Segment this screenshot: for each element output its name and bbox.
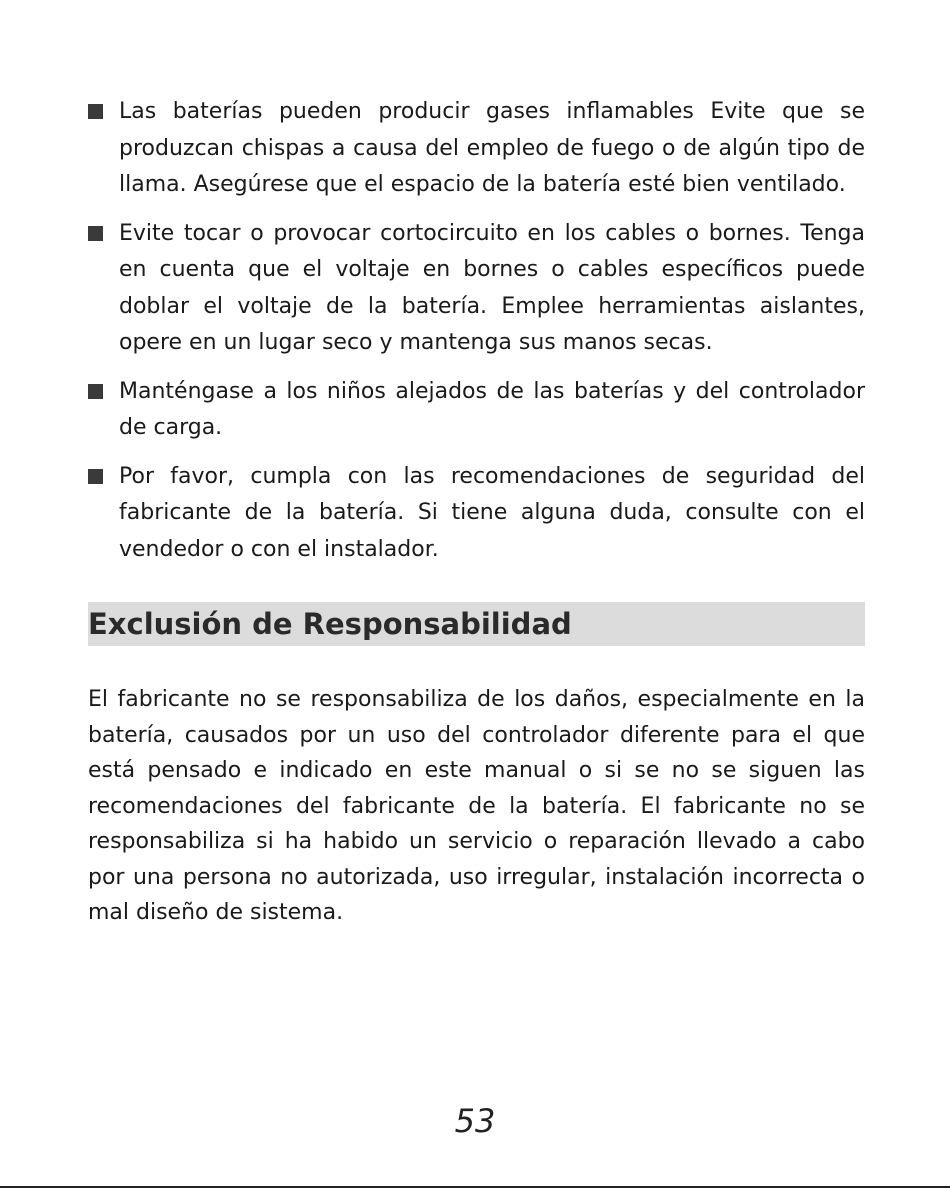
square-bullet-icon xyxy=(88,226,103,241)
bullet-text: Manténgase a los niños alejados de las baterías y del controlador de carga. xyxy=(119,378,865,440)
square-bullet-icon xyxy=(88,104,103,119)
disclaimer-paragraph: El fabricante no se responsabiliza de los daños, especialmente en la batería, causados por un uso del controlador diferente para el que está pensado e indicado en este manual o si se no se siguen las recomendaciones del fabricante de la batería. El fabricante no se responsabiliza si ha habido un servicio o reparación llevado a cabo por una persona no autorizada, uso irregular, instalación incorrecta o mal diseño de sistema. xyxy=(88,687,865,925)
page-number: 53 xyxy=(454,1102,496,1140)
safety-bullet-list xyxy=(88,94,865,568)
bullet-item xyxy=(88,374,865,447)
bullet-text: Por favor, cumpla con las recomendaciones de seguridad del fabricante de la batería. Si tiene alguna duda, consulte con el vendedor o con el instalador. xyxy=(119,463,865,562)
bullet-item xyxy=(88,459,865,569)
bottom-divider xyxy=(0,1186,950,1188)
bullet-item xyxy=(88,94,865,204)
square-bullet-icon xyxy=(88,384,103,399)
bullet-item xyxy=(88,216,865,362)
bullet-text: Las baterías pueden producir gases inflamables Evite que se produzcan chispas a causa del empleo de fuego o de algún tipo de llama. Asegúrese que el espacio de la batería esté bien ventilado. xyxy=(119,99,865,197)
page-content xyxy=(88,94,865,953)
bullet-text: Evite tocar o provocar cortocircuito en los cables o bornes. Tenga en cuenta que el voltaje en bornes o cables específicos puede doblar el voltaje de la batería. Emplee herramientas aislantes, opere en un lugar seco y mantenga sus manos secas. xyxy=(119,220,865,355)
section-heading: Exclusión de Responsabilidad xyxy=(88,602,865,646)
square-bullet-icon xyxy=(88,469,103,484)
